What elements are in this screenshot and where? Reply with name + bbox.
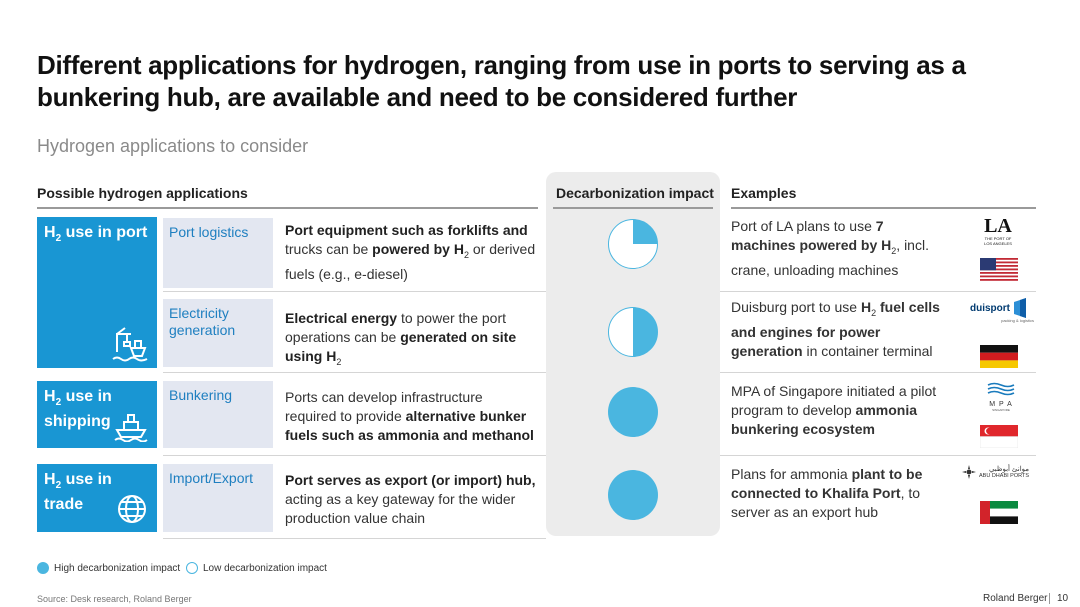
impact-pie-electricity-generation	[608, 307, 658, 357]
group-shipping: $H_2$ use in shipping	[37, 381, 157, 448]
header-underline-examples	[731, 207, 1036, 209]
footer-divider	[1049, 593, 1050, 604]
example-duisburg: Duisburg port to use $H_2$ fuel cells and engines for power generation in container terminal	[731, 299, 940, 359]
sg-flag-icon	[980, 425, 1018, 448]
app-import-export: Import/Export	[163, 464, 273, 532]
page-title: Different applications for hydrogen, ranging from use in ports to serving as a bunkering hub, are available and need to be considered further	[37, 50, 966, 112]
duisport-logo: duisport packing & logistics	[970, 298, 1034, 323]
legend-low-dot	[186, 562, 198, 574]
de-flag-icon	[980, 345, 1018, 368]
group-trade: $H_2$ use in trade	[37, 464, 157, 532]
header-examples: Examples	[731, 185, 797, 201]
row-separator	[163, 538, 546, 539]
header-impact: Decarbonization impact	[556, 185, 714, 201]
port-crane-icon	[111, 326, 149, 362]
page-number: 10	[1057, 593, 1069, 604]
abu-dhabi-ports-logo: موانئ أبوظبي ABU DHABI PORTS	[962, 465, 1034, 479]
row-separator	[163, 455, 546, 456]
row-separator	[163, 372, 546, 373]
legend-low-label: Low decarbonization impact	[203, 562, 327, 574]
port-of-la-logo: LA THE PORT OF LOS ANGELES	[984, 215, 1012, 246]
example-abu-dhabi: Plans for ammonia plant to be connected to Khalifa Port, to server as an export hub	[731, 466, 923, 520]
legend-high-label: High decarbonization impact	[54, 562, 181, 574]
desc-port-logistics: Port equipment such as forklifts and trucks can be powered by $H_2$ or derived fuels (e.g., e-diesel)	[285, 222, 536, 282]
row-separator	[163, 291, 546, 292]
source-note: Source: Desk research, Roland Berger	[37, 594, 192, 604]
us-flag-icon	[980, 258, 1018, 281]
mpa-waves-icon	[986, 382, 1016, 396]
impact-pie-bunkering	[608, 387, 658, 437]
desc-bunkering: Ports can develop infrastructure required to provide alternative bunker fuels such as ammonia and methanol	[285, 389, 534, 443]
footer-brand: Roland Berger	[983, 593, 1048, 604]
impact-pie-import-export	[608, 470, 658, 520]
legend-high	[37, 562, 180, 574]
example-port-of-la: Port of LA plans to use 7 machines powered by $H_2$, incl. crane, unloading machines	[731, 218, 929, 278]
globe-icon	[115, 492, 149, 526]
header-underline-applications	[37, 207, 538, 209]
app-electricity-generation: Electricity generation	[163, 299, 273, 367]
abu-dhabi-ports-mark-icon	[962, 465, 976, 479]
ship-icon	[113, 410, 149, 442]
impact-pie-port-logistics	[608, 219, 658, 269]
row-separator	[720, 372, 1036, 373]
header-applications: Possible hydrogen applications	[37, 185, 248, 201]
desc-import-export: Port serves as export (or import) hub, acting as a key gateway for the wider production value chain	[285, 472, 536, 526]
mpa-logo: M P A SINGAPORE	[984, 382, 1018, 412]
page-subtitle: Hydrogen applications to consider	[37, 136, 309, 156]
duisport-mark-icon	[1012, 298, 1028, 318]
desc-electricity-generation: Electrical energy to power the port operations can be generated on site using $H_2$	[285, 310, 517, 367]
row-separator	[720, 455, 1036, 456]
example-singapore: MPA of Singapore initiated a pilot program to develop ammonia bunkering ecosystem	[731, 383, 937, 437]
row-separator	[720, 291, 1036, 292]
group-port: $H_2$ use in port	[37, 217, 157, 368]
app-port-logistics: Port logistics	[163, 218, 273, 288]
app-bunkering: Bunkering	[163, 381, 273, 448]
ae-flag-icon	[980, 501, 1018, 524]
legend-high-dot	[37, 562, 49, 574]
legend-low	[186, 562, 327, 574]
header-underline-impact	[553, 207, 713, 209]
